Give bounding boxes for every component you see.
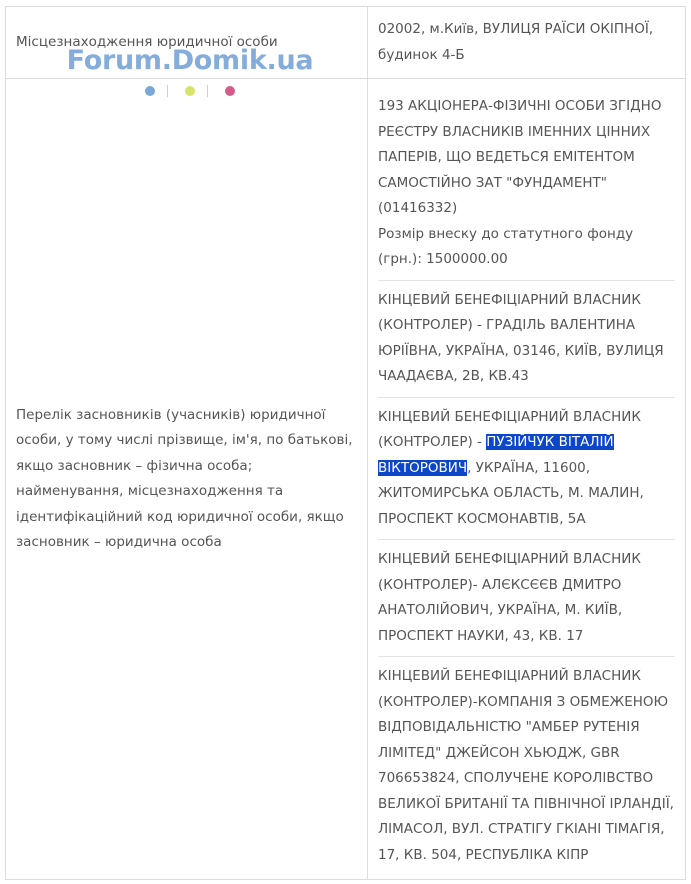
founder-entry-text: КІНЦЕВИЙ БЕНЕФІЦІАРНИЙ ВЛАСНИК (КОНТРОЛЕР)- АЛЄКСЄЄВ ДМИТРО АНАТОЛІЙОВИЧ, УКРАЇНА, М. КИЇВ, ПРОСПЕКТ НАУКИ, 43, КВ. 17 [378,551,641,644]
address-row [5,7,686,79]
founders-list [368,79,686,879]
founder-entry-alekseev [378,540,675,657]
address-label: Місцезнаходження юридичної особи [5,7,368,78]
founder-entry-text: КІНЦЕВИЙ БЕНЕФІЦІАРНИЙ ВЛАСНИК (КОНТРОЛЕР) - ГРАДІЛЬ ВАЛЕНТИНА ЮРІЇВНА, УКРАЇНА, 03146, КИЇВ, ВУЛИЦЯ ЧААДАЄВА, 2В, КВ.43 [378,291,664,384]
founder-entry-prefix: КІНЦЕВИЙ БЕНЕФІЦІАРНИЙ ВЛАСНИК (КОНТРОЛЕР) - [378,408,641,450]
founder-entry-shareholders [378,87,675,281]
registry-table [5,6,686,880]
founders-row [5,79,686,880]
selected-name-highlight[interactable]: ПУЗІЙЧУК ВІТАЛІЙ ВІКТОРОВИЧ [378,434,614,476]
contribution-amount: Розмір внеску до статутного фонду (грн.): 1500000.00 [378,225,634,267]
founders-label: Перелік засновників (учасників) юридичної особи, у тому числі прізвище, ім'я, по батькові, якщо засновник – фізична особа; найменування, місцезнаходження та ідентифікаційний код юридичної особи, якщо засновник – юридична особа [5,79,368,879]
watermark-logo-text: Forum.Domik.ua [66,45,314,76]
founder-entry-text: 193 АКЦІОНЕРА-ФІЗИЧНІ ОСОБИ ЗГІДНО РЕЄСТРУ ВЛАСНИКІВ ІМЕННИХ ЦІННИХ ПАПЕРІВ, ЩО ВЕДЕТЬСЯ ЕМІТЕНТОМ САМОСТІЙНО ЗАТ "ФУНДАМЕНТ" (01416332) [378,98,662,216]
founder-entry-gradil [378,281,675,398]
founder-entry-text: КІНЦЕВИЙ БЕНЕФІЦІАРНИЙ ВЛАСНИК (КОНТРОЛЕР)-КОМПАНІЯ З ОБМЕЖЕНОЮ ВІДПОВІДАЛЬНІСТЮ "АМБЕР РУТЕНІЯ ЛІМІТЕД" ДЖЕЙСОН ХЬЮДЖ, GBR 706653824, СПОЛУЧЕНЕ КОРОЛІВСТВО ВЕЛИКОЇ БРИТАНІЇ ТА ПІВНІЧНОЇ ІРЛАНДІЇ, ЛІМАСОЛ, ВУЛ. СТРАТІГУ ГКІАНІ ТІМАГІЯ, 17, КВ. 504, РЕСПУБЛІКА КІПР [378,668,674,863]
address-value: 02002, м.Київ, ВУЛИЦЯ РАЇСИ ОКІПНОЇ, будинок 4-Б [368,7,686,78]
founder-entry-puziichuk [378,398,675,541]
founder-entry-amber [378,657,675,875]
founder-entry-suffix: , УКРАЇНА, 11600, ЖИТОМИРСЬКА ОБЛАСТЬ, М. МАЛИН, ПРОСПЕКТ КОСМОНАВТІВ, 5А [378,459,644,527]
